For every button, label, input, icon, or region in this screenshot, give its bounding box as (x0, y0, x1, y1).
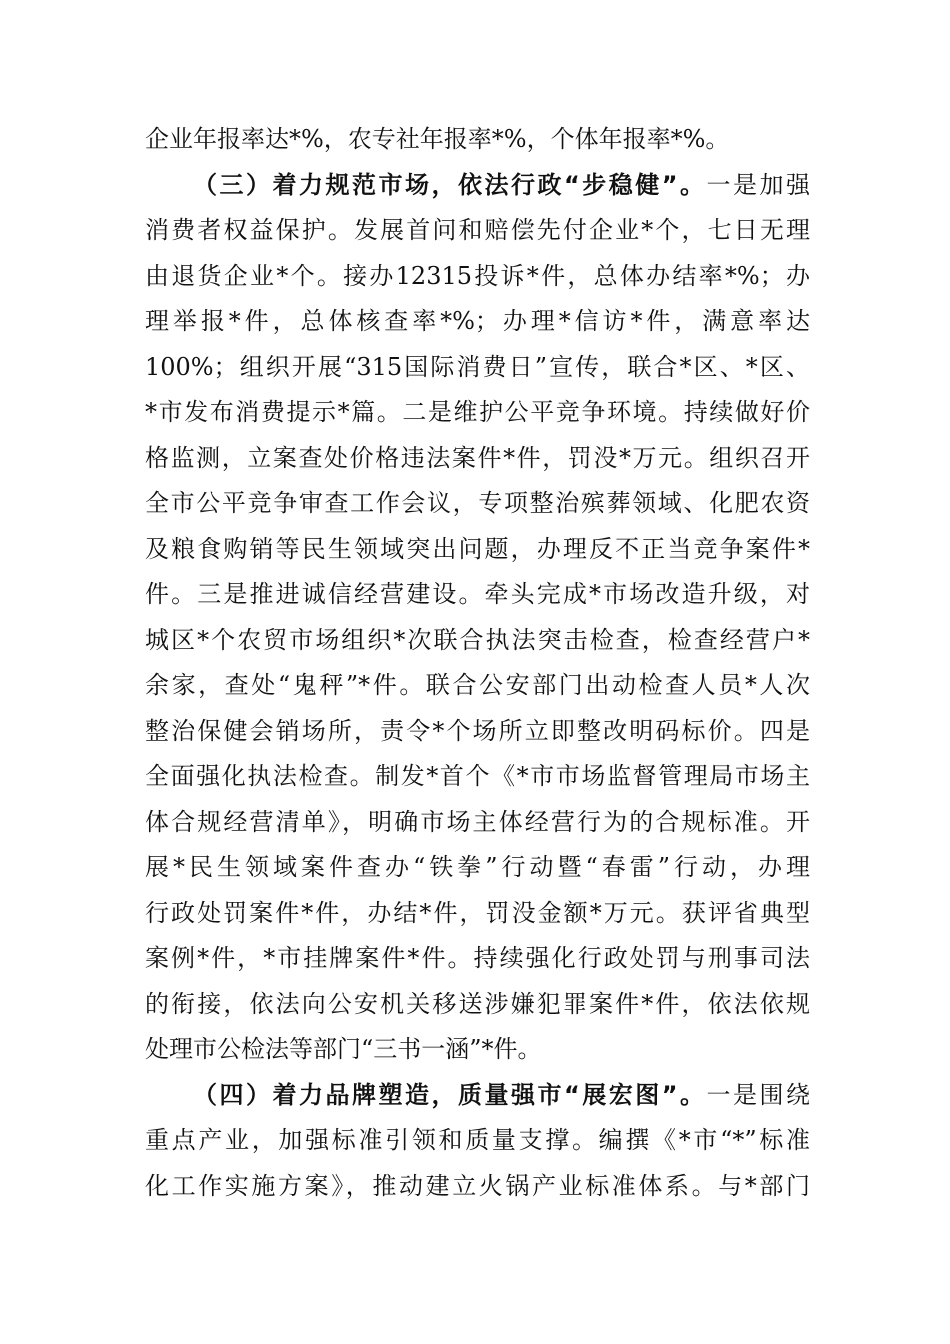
paragraph-line: 理举报*件，总体核查率*%；办理*信访*件，满意率达 (145, 307, 810, 335)
paragraph-line: 100%；组织开展“315国际消费日”宣传，联合*区、*区、 (145, 353, 810, 381)
paragraph-line: 全面强化执法检查。制发*首个《*市市场监督管理局市场主 (145, 762, 810, 790)
section-number: （四） (193, 1081, 273, 1109)
paragraph-line: 由退货企业*个。接办12315投诉*件，总体办结率*%；办 (145, 262, 810, 290)
paragraph-line: 行政处罚案件*件，办结*件，罚没金额*万元。获评省典型 (145, 899, 810, 927)
paragraph-text: 一是围绕 (706, 1081, 811, 1109)
paragraph-line: 及粮食购销等民生领域突出问题，办理反不正当竞争案件* (145, 535, 810, 563)
paragraph-line: 案例*件，*市挂牌案件*件。持续强化行政处罚与刑事司法 (145, 944, 810, 972)
paragraph-line: 化工作实施方案》，推动建立火锅产业标准体系。与*部门 (145, 1172, 810, 1200)
paragraph-line: 消费者权益保护。发展首问和赔偿先付企业*个，七日无理 (145, 216, 810, 244)
paragraph-line: 体合规经营清单》，明确市场主体经营行为的合规标准。开 (145, 808, 810, 836)
paragraph-line: 整治保健会销场所，责令*个场所立即整改明码标价。四是 (145, 717, 810, 745)
paragraph-line: 处理市公检法等部门“三书一涵”*件。 (145, 1035, 542, 1063)
paragraph-line: *市发布消费提示*篇。二是维护公平竞争环境。持续做好价 (145, 398, 810, 426)
paragraph-line: 件。三是推进诚信经营建设。牵头完成*市场改造升级，对 (145, 580, 810, 608)
section-heading-line (193, 165, 810, 205)
paragraph-line: 重点产业，加强标准引领和质量支撑。编撰《*市“*”标准 (145, 1126, 810, 1154)
section-heading-line (193, 1075, 810, 1115)
paragraph-line: 全市公平竞争审查工作会议，专项整治殡葬领域、化肥农资 (145, 489, 810, 517)
paragraph-text: 一是加强 (706, 171, 811, 199)
paragraph-line: 展*民生领域案件查办“铁拳”行动暨“春雷”行动，办理 (145, 853, 810, 881)
paragraph-line: 的衔接，依法向公安机关移送涉嫌犯罪案件*件，依法依规 (145, 990, 810, 1018)
paragraph-line: 城区*个农贸市场组织*次联合执法突击检查，检查经营户* (145, 626, 810, 654)
section-number: （三） (193, 171, 273, 199)
paragraph-line: 格监测，立案查处价格违法案件*件，罚没*万元。组织召开 (145, 444, 810, 472)
paragraph-line: 余家，查处“鬼秤”*件。联合公安部门出动检查人员*人次 (145, 671, 810, 699)
paragraph-line: 企业年报率达*%，农专社年报率*%，个体年报率*%。 (145, 125, 730, 153)
section-heading: 着力品牌塑造，质量强市“展宏图”。 (272, 1081, 707, 1109)
section-heading: 着力规范市场，依法行政“步稳健”。 (272, 171, 707, 199)
